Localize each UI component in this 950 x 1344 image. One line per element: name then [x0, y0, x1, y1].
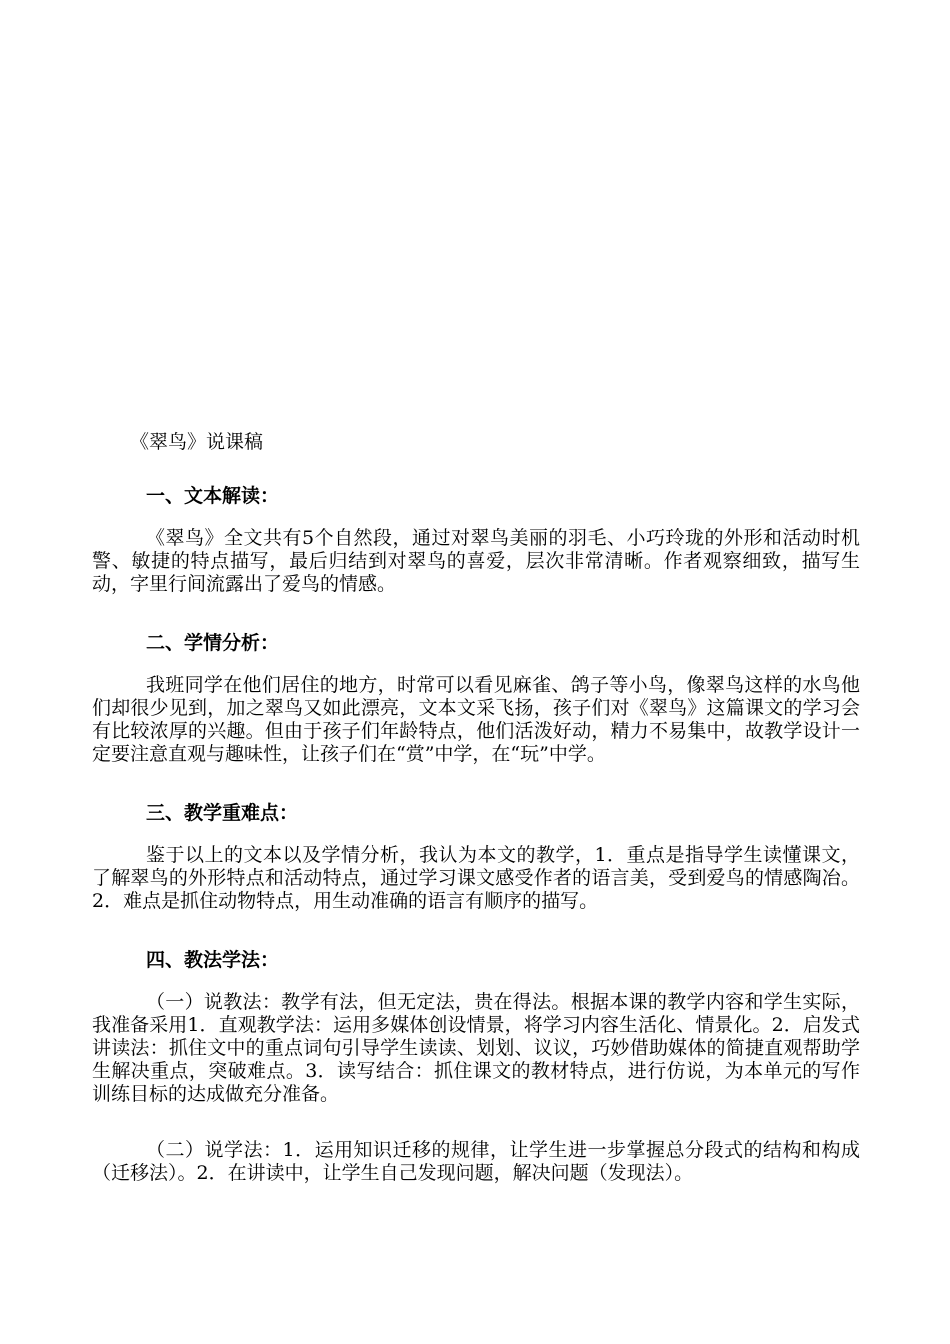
section-paragraph: （一）说教法：教学有法，但无定法，贵在得法。根据本课的教学内容和学生实际，我准备采用1．直观教学法：运用多媒体创设情景，将学习内容生活化、情景化。2．启发式讲读法：抓住文中的重点词句引导学生读读、划划、议议，巧妙借助媒体的简捷直观帮助学生解决重点，突破难点。3．读写结合：抓住课文的教材特点，进行仿说，为本单元的写作训练目标的达成做充分准备。	[92, 991, 860, 1105]
section-paragraph: 鉴于以上的文本以及学情分析，我认为本文的教学，1．重点是指导学生读懂课文，了解翠鸟的外形特点和活动特点，通过学习课文感受作者的语言美，受到爱鸟的情感陶冶。2．难点是抓住动物特点，用生动准确的语言有顺序的描写。	[92, 844, 860, 912]
document-page	[92, 428, 860, 1185]
section-paragraph: 《翠鸟》全文共有5个自然段，通过对翠鸟美丽的羽毛、小巧玲珑的外形和活动时机警、敏捷的特点描写，最后归结到对翠鸟的喜爱，层次非常清晰。作者观察细致，描写生动，字里行间流露出了爱鸟的情感。	[92, 527, 860, 595]
section-heading-key-difficulties: 三、教学重难点：	[146, 802, 299, 824]
section-heading-learner-analysis: 二、学情分析：	[146, 632, 280, 654]
section-heading-text-reading: 一、文本解读：	[146, 485, 280, 507]
section-paragraph: （二）说学法：1．运用知识迁移的规律，让学生进一步掌握总分段式的结构和构成（迁移法）。2．在讲读中，让学生自己发现问题，解决问题（发现法）。	[92, 1139, 860, 1184]
section-heading-teaching-methods: 四、教法学法：	[146, 949, 280, 971]
section-paragraph: 我班同学在他们居住的地方，时常可以看见麻雀、鸽子等小鸟，像翠鸟这样的水鸟他们却很少见到，加之翠鸟又如此漂亮，文本文采飞扬，孩子们对《翠鸟》这篇课文的学习会有比较浓厚的兴趣。但由于孩子们年龄特点，他们活泼好动，精力不易集中，故教学设计一定要注意直观与趣味性，让孩子们在“赏”中学，在“玩”中学。	[92, 674, 860, 765]
document-title: 《翠鸟》说课稿	[130, 431, 264, 453]
